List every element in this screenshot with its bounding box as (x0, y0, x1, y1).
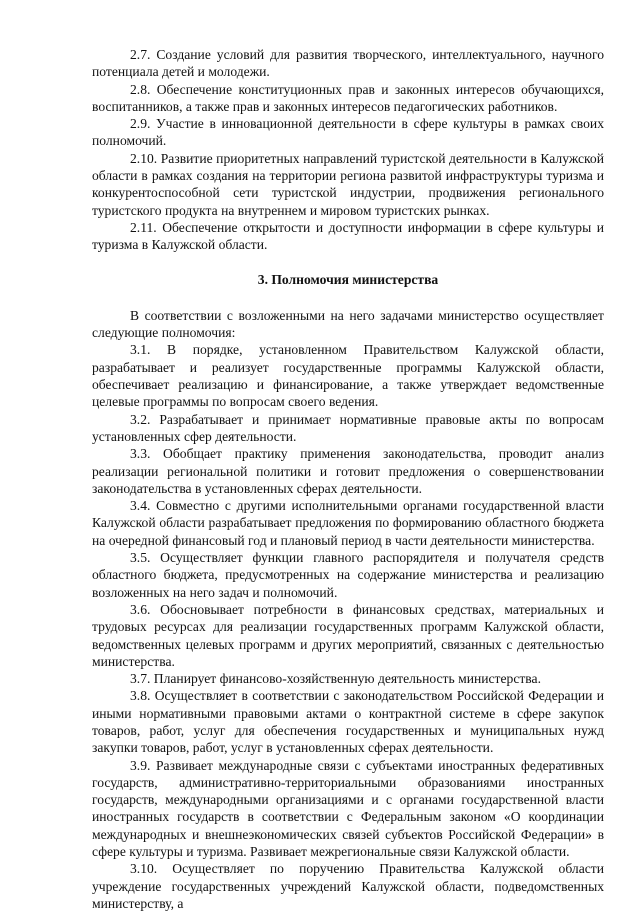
paragraph-3-4: 3.4. Совместно с другими исполнительными органами государственной власти Калужской области разрабатывает предложения по формированию областного бюджета на очередной финансовый год и плановый период в части деятельности министерства. (92, 498, 604, 548)
paragraph-3-7: 3.7. Планирует финансово-хозяйственную деятельность министерства. (130, 671, 541, 687)
section-intro: В соответствии с возложенными на него задачами министерство осуществляет следующие полномочия: (92, 307, 604, 341)
paragraph-3-8: 3.8. Осуществляет в соответствии с законодательством Российской Федерации и иными нормативными правовыми актами о контрактной системе в сфере закупок товаров, работ, услуг для обеспечения государственных и муниципальных нужд закупки товаров, работ, услуг в установленных сферах деятельности. (92, 688, 604, 756)
paragraph-3-1: 3.1. В порядке, установленном Правительством Калужской области, разрабатывает и реализует государственные программы Калужской области, обеспечивает реализацию и финансирование, а также утверждает ведомственные целевые программы по вопросам своего ведения. (92, 342, 604, 410)
paragraph-2-11: 2.11. Обеспечение открытости и доступности информации в сфере культуры и туризма в Калужской области. (92, 219, 604, 253)
paragraph-3-10: 3.10. Осуществляет по поручению Правительства Калужской области учреждение государственных учреждений Калужской области, подведомственных министерству, а (92, 861, 604, 911)
section-title: 3. Полномочия министерства (257, 271, 439, 287)
paragraph-3-5: 3.5. Осуществляет функции главного распорядителя и получателя средств областного бюджета, предусмотренных на содержание министерства и реализацию возложенных на него задач и полномочий. (92, 550, 604, 600)
paragraph-3-9: 3.9. Развивает международные связи с субъектами иностранных федеративных государств, административно-территориальными образованиями иностранных государств, международными организациями и с органами государственной власти иностранных государств в соответствии с Федеральным законом «О координации международных и внешнеэкономических связей субъектов Российской Федерации» в сфере культуры и туризма. Развивает межрегиональные связи Калужской области. (92, 757, 604, 860)
paragraph-3-6: 3.6. Обосновывает потребности в финансовых средствах, материальных и трудовых ресурсах для реализации государственных программ Калужской области, ведомственных целевых программ и других мероприятий, связанных с деятельностью министерства. (92, 601, 604, 669)
paragraph-2-8: 2.8. Обеспечение конституционных прав и законных интересов обучающихся, воспитанников, а также прав и законных интересов педагогических работников. (92, 81, 604, 114)
paragraph-2-9: 2.9. Участие в инновационной деятельности в сфере культуры в рамках своих полномочий. (92, 116, 604, 149)
document-page (92, 46, 604, 912)
paragraph-2-10: 2.10. Развитие приоритетных направлений туристской деятельности в Калужской области в рамках создания на территории региона развитой инфраструктуры туризма и конкурентоспособной сети туристской индустрии, продвижения регионального туристского продукта на внутреннем и мировом туристских рынках. (92, 150, 604, 218)
paragraph-3-2: 3.2. Разрабатывает и принимает нормативные правовые акты по вопросам установленных сфер деятельности. (92, 411, 604, 444)
paragraph-3-3: 3.3. Обобщает практику применения законодательства, проводит анализ реализации региональной политики и готовит предложения о совершенствовании законодательства в установленных сферах деятельности. (92, 446, 604, 496)
paragraph-2-7: 2.7. Создание условий для развития творческого, интеллектуального, научного потенциала детей и молодежи. (92, 47, 604, 80)
